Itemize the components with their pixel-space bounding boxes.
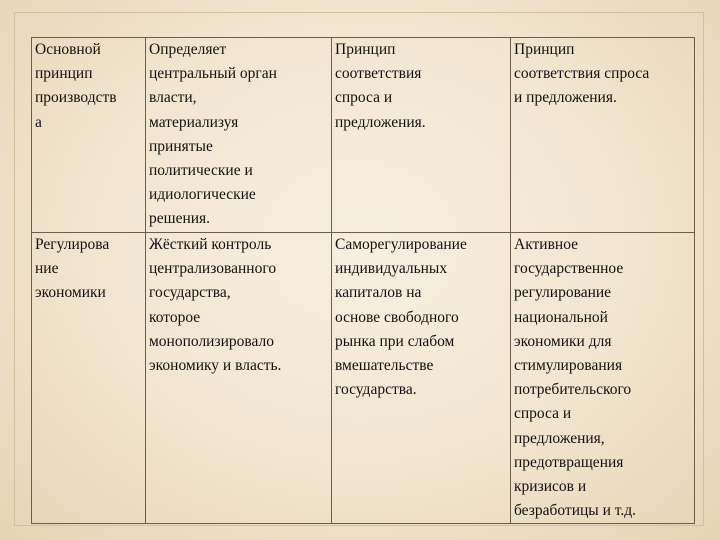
cell-text: Жёсткий контроль централизованного государства, которое монополизировало экономику и власть.: [149, 236, 282, 375]
table-cell: [332, 38, 511, 233]
table-cell-row-label: [32, 38, 146, 233]
cell-text: Принцип соответствия спроса и предложения.: [335, 41, 426, 131]
table-row-economy-regulation: [32, 233, 695, 524]
table-row-production-principle: [32, 38, 695, 233]
cell-text: Активное государственное регулирование национальной экономики для стимулирования потребительского спроса и предложения, предотвращения кризисов и безработицы и т.д.: [514, 236, 637, 520]
comparison-table: [31, 37, 695, 524]
table-cell: [511, 233, 695, 524]
table-cell: [146, 233, 332, 524]
table-cell-row-label: [32, 233, 146, 524]
table-cell: [146, 38, 332, 233]
table-cell: [511, 38, 695, 233]
table-cell: [332, 233, 511, 524]
cell-text: Основной принцип производств а: [35, 41, 117, 131]
cell-text: Саморегулирование индивидуальных капиталов на основе свободного рынка при слабом вмешательстве государства.: [335, 236, 467, 399]
cell-text: Определяет центральный орган власти, материализуя принятые политические и идиологические решения.: [149, 41, 277, 228]
cell-text: Регулирова ние экономики: [35, 236, 110, 302]
cell-text: Принцип соответствия спроса и предложения.: [514, 41, 650, 107]
